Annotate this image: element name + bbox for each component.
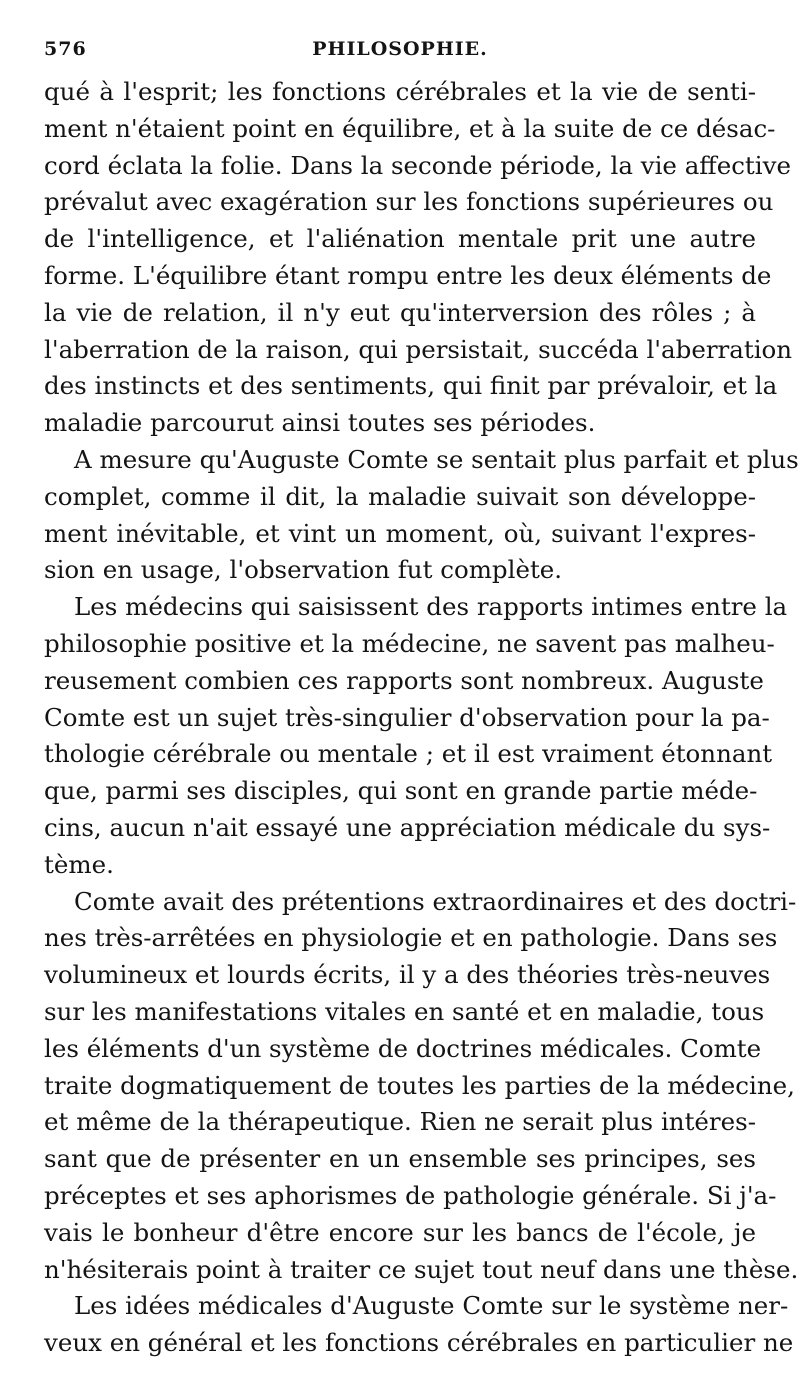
text-line: tème. — [44, 849, 114, 879]
text-line: qué à l'esprit; les fonctions cérébrales et la vie de senti- — [44, 77, 756, 106]
text-line: et même de la thérapeutique. Rien ne serait plus intéres- — [44, 1107, 756, 1137]
text-line: la vie de relation, il n'y eut qu'interversion des rôles ; à — [44, 297, 756, 327]
text-line: complet, comme il dit, la maladie suivait son développe- — [44, 481, 756, 511]
text-line: n'hésiterais point à traiter ce sujet tout neuf dans une thèse. — [44, 1254, 799, 1284]
text-line: thologie cérébrale ou mentale ; et il est vraiment étonnant — [44, 739, 773, 769]
text-line: maladie parcourut ainsi toutes ses périodes. — [44, 408, 596, 438]
text-line: cins, aucun n'ait essayé une appréciation médicale du sys- — [44, 812, 771, 842]
text-line: volumineux et lourds écrits, il y a des théories très-neuves — [44, 960, 771, 990]
page-header — [44, 38, 756, 66]
text-line: sant que de présenter en un ensemble ses principes, ses — [44, 1144, 756, 1174]
text-line: nes très-arrêtées en physiologie et en pathologie. Dans ses — [44, 923, 778, 953]
text-line: Les médecins qui saisissent des rapports intimes entre la — [74, 592, 788, 622]
text-line: préceptes et ses aphorismes de pathologie générale. Si j'a- — [44, 1180, 777, 1210]
text-line: veux en général et les fonctions cérébrales en particulier ne — [44, 1328, 794, 1358]
text-line: les éléments d'un système de doctrines médicales. Comte — [44, 1033, 762, 1063]
text-line: ment n'étaient point en équilibre, et à la suite de ce désac- — [44, 113, 776, 143]
text-line: l'aberration de la raison, qui persistait, succéda l'aberration — [44, 334, 793, 364]
text-line: des instincts et des sentiments, qui finit par prévaloir, et la — [44, 371, 778, 401]
paragraph — [44, 884, 799, 1289]
paragraph — [44, 589, 788, 883]
body-text — [44, 74, 799, 1362]
page-number: 576 — [44, 38, 87, 60]
text-line: prévalut avec exagération sur les fonctions supérieures ou — [44, 187, 774, 217]
paragraph — [44, 74, 793, 442]
text-line: que, parmi ses disciples, qui sont en grande partie méde- — [44, 776, 758, 806]
text-line: philosophie positive et la médecine, ne savent pas malheu- — [44, 628, 775, 658]
text-line: reusement combien ces rapports sont nombreux. Auguste — [44, 665, 764, 695]
text-line: sur les manifestations vitales en santé et en maladie, tous — [44, 996, 765, 1026]
text-line: cord éclata la folie. Dans la seconde période, la vie affective — [44, 150, 791, 180]
text-line: de l'intelligence, et l'aliénation mentale prit une autre — [44, 224, 756, 254]
text-line: ment inévitable, et vint un moment, où, suivant l'expres- — [44, 518, 756, 548]
text-line: vais le bonheur d'être encore sur les bancs de l'école, je — [44, 1217, 756, 1247]
text-line: sion en usage, l'observation fut complète. — [44, 555, 563, 585]
text-line: Les idées médicales d'Auguste Comte sur le système ner- — [74, 1291, 789, 1321]
text-line: Comte avait des prétentions extraordinaires et des doctri- — [74, 886, 797, 916]
running-head: PHILOSOPHIE. — [312, 38, 488, 60]
paragraph — [44, 1288, 794, 1362]
text-line: forme. L'équilibre étant rompu entre les deux éléments de — [44, 260, 772, 290]
text-line: A mesure qu'Auguste Comte se sentait plus parfait et plus — [74, 444, 799, 474]
text-line: traite dogmatiquement de toutes les parties de la médecine, — [44, 1070, 795, 1100]
text-line: Comte est un sujet très-singulier d'observation pour la pa- — [44, 702, 770, 732]
paragraph — [44, 442, 799, 589]
